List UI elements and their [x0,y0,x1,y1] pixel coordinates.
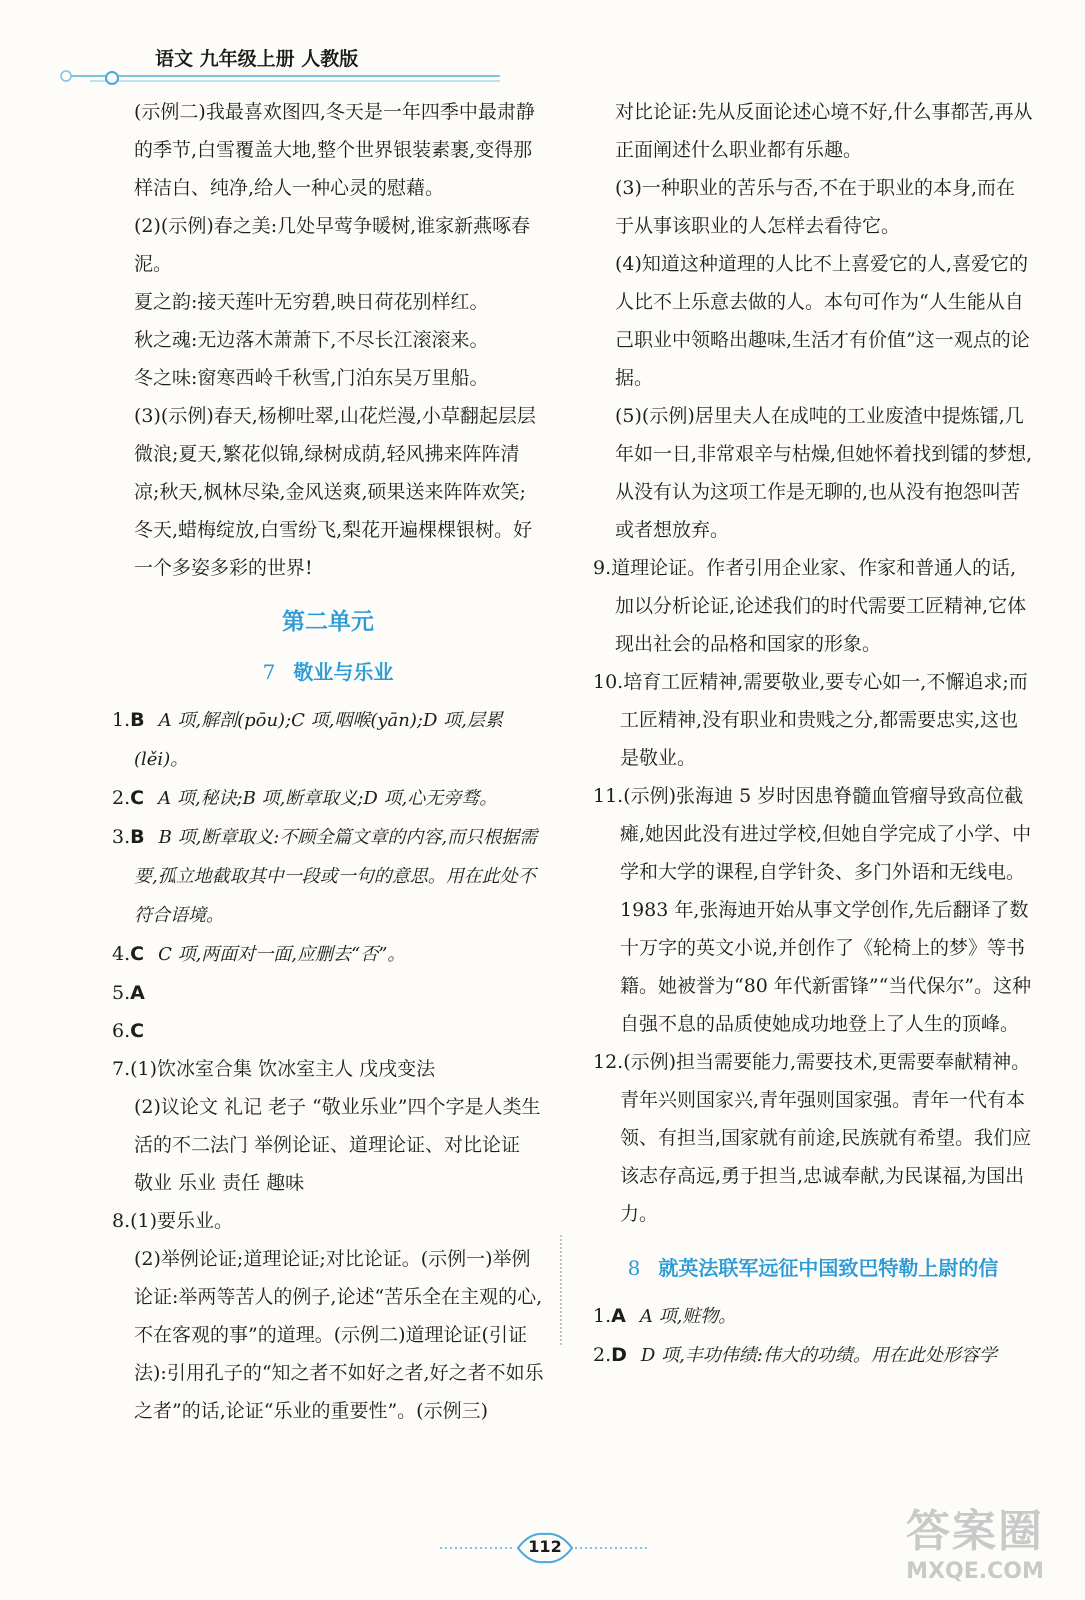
answer-item: 8.(1)要乐业。 [112,1210,234,1232]
answer-item: 12.(示例)担当需要能力,需要技术,更需要奉献精神。青年兴则国家兴,青年强则国家强。青年一代有本领、有担当,国家就有前途,民族就有希望。我们应该志存高远,勇于担当,忠诚奉献,为民谋福,为国出力。 [593,1051,1032,1225]
answer-item: 1.B A 项,解剖(pōu);C 项,咽喉(yān);D 项,层累(lěi)。 [112,709,503,770]
column-divider [560,1235,562,1345]
answer-explanation: A 项,解剖(pōu);C 项,咽喉(yān);D 项,层累(lěi)。 [134,710,503,770]
answer-item: 11.(示例)张海迪 5 岁时因患脊髓血管瘤导致高位截瘫,她因此没有进过学校,但她自学完成了小学、中学和大学的课程,自学针灸、多门外语和无线电。1983 年,张海迪开始从事文学创作,先后翻译了数十万字的英文小说,并创作了《轮椅上的梦》等书籍。她被誉为“80 年代新雷锋”“当代保尔”。这种自强不息的品质使她成功地登上了人生的顶峰。 [593,785,1032,1035]
header-rule [60,68,520,88]
answer-item: 4.C C 项,两面对一面,应删去“否”。 [112,943,406,965]
lesson-name: 就英法联军远征中国致巴特勒上尉的信 [658,1256,999,1280]
answer-item: 5.A [112,982,145,1004]
book-title: 语文 九年级上册 人教版 [155,48,359,70]
answer-paragraph: 对比论证:先从反面论述心境不好,什么事都苦,再从正面阐述什么职业都有乐趣。 [615,101,1033,161]
answer-item: 2.D D 项,丰功伟绩:伟大的功绩。用在此处形容学 [593,1344,997,1366]
lesson-number: 7 [262,660,276,684]
answer-paragraph: 冬之味:窗寒西岭千秋雪,门泊东吴万里船。 [134,367,489,389]
page-header [60,40,520,90]
answer-paragraph: (3)一种职业的苦乐与否,不在于职业的本身,而在于从事该职业的人怎样去看待它。 [615,177,1015,237]
answer-paragraph: (2)举例论证;道理论证;对比论证。(示例一)举例论证:举两等苦人的例子,论述“苦乐全在主观的心,不在客观的事”的道理。(示例二)道理论证(引证法):引用孔子的“知之者不如好之者,好之者不如乐之者”的话,论证“乐业的重要性”。(示例三) [134,1248,544,1422]
answer-item: 9.道理论证。作者引用企业家、作家和普通人的话,加以分析论证,论述我们的时代需要工匠精神,它体现出社会的品格和国家的形象。 [593,557,1027,655]
watermark-text: 答案圈 [906,1506,1044,1557]
watermark [880,1505,1070,1595]
answer-letter: A [611,1305,626,1327]
answer-explanation: A 项,秘诀;B 项,断章取义;D 项,心无旁骛。 [158,788,498,809]
lesson-title [112,653,544,691]
answer-item: 7.(1)饮冰室合集 饮冰室主人 戊戌变法 [112,1058,436,1080]
lesson-title [593,1249,1033,1287]
answer-explanation: C 项,两面对一面,应删去“否”。 [158,944,406,965]
answer-explanation: A 项,赃物。 [639,1306,737,1327]
page-footer [440,1528,650,1568]
unit-title: 第二单元 [282,609,374,635]
answer-explanation: B 项,断章取义:不顾全篇文章的内容,而只根据需要,孤立地截取其中一段或一句的意思。用在此处不符合语境。 [134,827,538,926]
answer-letter: C [130,1020,145,1042]
answer-paragraph: (2)(示例)春之美:几处早莺争暖树,谁家新燕啄春泥。 [134,215,531,275]
left-column [112,93,544,1430]
lesson-number: 8 [627,1256,641,1280]
answer-paragraph: (2)议论文 礼记 老子 “敬业乐业”四个字是人类生活的不二法门 举例论证、道理论证、对比论证 敬业 乐业 责任 趣味 [134,1096,541,1194]
lesson-name: 敬业与乐业 [293,660,394,684]
answer-letter: B [130,826,145,848]
answer-explanation: D 项,丰功伟绩:伟大的功绩。用在此处形容学 [640,1345,997,1366]
answer-item: 3.B B 项,断章取义:不顾全篇文章的内容,而只根据需要,孤立地截取其中一段或一句的意思。用在此处不符合语境。 [112,826,538,926]
answer-paragraph: (3)(示例)春天,杨柳吐翠,山花烂漫,小草翻起层层微浪;夏天,繁花似锦,绿树成荫,轻风拂来阵阵清凉;秋天,枫林尽染,金风送爽,硕果送来阵阵欢笑;冬天,蜡梅绽放,白雪纷飞,梨花开遍棵棵银树。好一个多姿多彩的世界! [134,405,536,579]
answer-paragraph: (示例二)我最喜欢图四,冬天是一年四季中最肃静的季节,白雪覆盖大地,整个世界银装素裹,变得那样洁白、纯净,给人一种心灵的慰藉。 [134,101,535,199]
watermark-url: MXQE.COM [906,1559,1044,1584]
answer-paragraph: 夏之韵:接天莲叶无穷碧,映日荷花别样红。 [134,291,489,313]
answer-letter: A [130,982,145,1004]
right-column [593,93,1033,1375]
answer-item: 1.A A 项,赃物。 [593,1305,737,1327]
answer-letter: D [611,1344,627,1366]
answer-item: 10.培育工匠精神,需要敬业,要专心如一,不懈追求;而工匠精神,没有职业和贵贱之分,都需要忠实,这也是敬业。 [593,671,1028,769]
answer-paragraph: 秋之魂:无边落木萧萧下,不尽长江滚滚来。 [134,329,489,351]
answer-paragraph: (5)(示例)居里夫人在成吨的工业废渣中提炼镭,几年如一日,非常艰辛与枯燥,但她怀着找到镭的梦想,从没有认为这项工作是无聊的,也从没有抱怨叫苦或者想放弃。 [615,405,1033,541]
answer-paragraph: (4)知道这种道理的人比不上喜爱它的人,喜爱它的人比不上乐意去做的人。本句可作为“人生能从自己职业中领略出趣味,生活才有价值”这一观点的论据。 [615,253,1030,389]
answer-item: 2.C A 项,秘诀;B 项,断章取义;D 项,心无旁骛。 [112,787,498,809]
page-number: 112 [528,1537,562,1556]
answer-letter: C [130,943,145,965]
answer-letter: B [130,709,145,731]
answer-letter: C [130,787,145,809]
answer-item: 6.C [112,1020,145,1042]
